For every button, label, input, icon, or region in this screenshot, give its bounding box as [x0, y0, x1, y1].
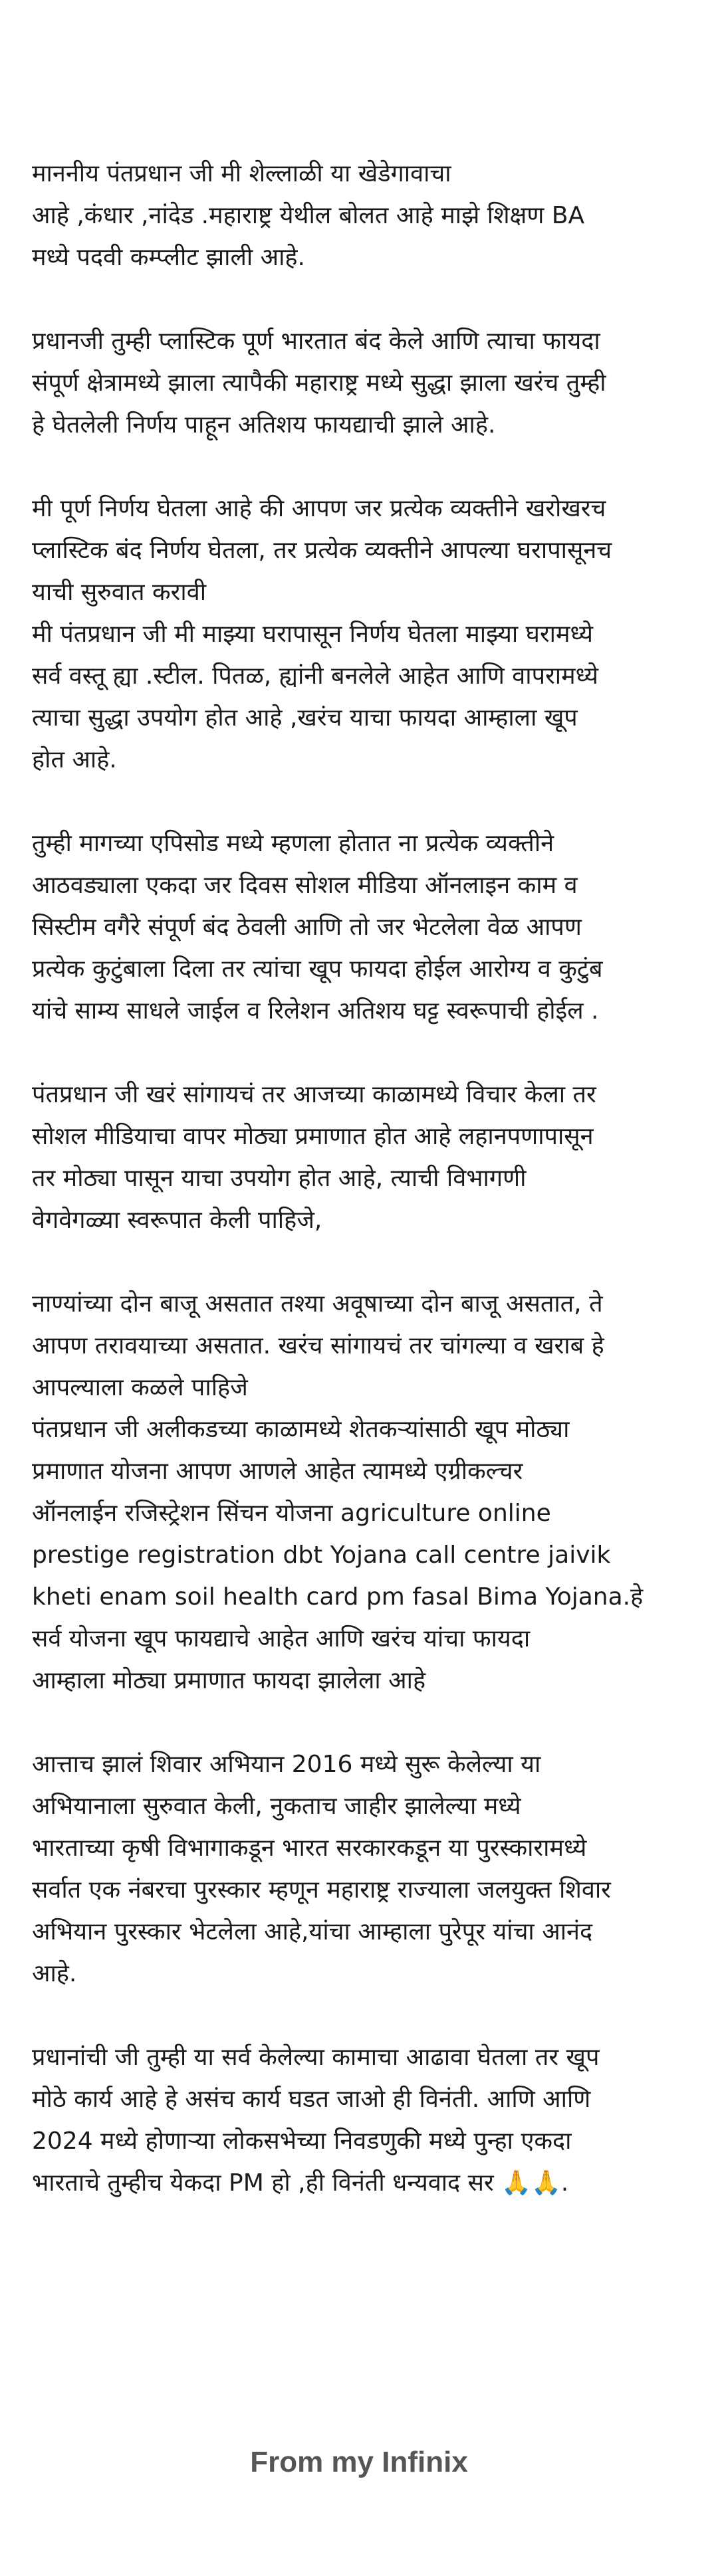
- text-line: kheti enam soil health card pm fasal Bima Yojana.हे: [32, 1583, 644, 1611]
- text-line: तुम्ही मागच्या एपिसोड मध्ये म्हणला होतात ना प्रत्येक व्यक्तीने: [32, 830, 554, 857]
- text-line: होत आहे.: [32, 746, 117, 773]
- paragraph: [32, 153, 690, 278]
- text-line: सर्व योजना खूप फायद्याचे आहेत आणि खरंच यांचा फायदा: [32, 1625, 531, 1652]
- text-line: 2024 मध्ये होणाऱ्या लोकसभेच्या निवडणुकी मध्ये पुन्हा एकदा: [32, 2128, 572, 2155]
- text-line: सर्व वस्तू ह्या .स्टील. पितळ, ह्यांनी बनलेले आहेत आणि वापरामध्ये: [32, 662, 599, 690]
- text-line: आपल्याला कळले पाहिजे: [32, 1374, 248, 1401]
- paragraph-gap: [32, 446, 690, 488]
- text-line: आहे ,कंधार ,नांदेड .महाराष्ट्र येथील बोलत आहे माझे शिक्षण BA: [32, 202, 585, 229]
- text-line: आत्ताच झालं शिवार अभियान 2016 मध्ये सुरू केलेल्या या: [32, 1751, 541, 1778]
- paragraph-gap: [32, 1241, 690, 1283]
- text-line: तर मोठ्या पासून याचा उपयोग होत आहे, त्याची विभागणी: [32, 1165, 527, 1192]
- text-line: प्रधानांची जी तुम्ही या सर्व केलेल्या कामाचा आढावा घेतला तर खूप: [32, 2044, 600, 2071]
- paragraph: [32, 2036, 690, 2204]
- footer-signature: From my Infinix: [250, 2446, 468, 2478]
- paragraph: [32, 823, 690, 1032]
- paragraph-gap: [32, 278, 690, 320]
- text-line: सिस्टीम वगैरे संपूर्ण बंद ठेवली आणि तो जर भेटलेला वेळ आपण: [32, 914, 582, 941]
- paragraph-gap: [32, 781, 690, 823]
- text-line: पंतप्रधान जी खरं सांगायचं तर आजच्या काळामध्ये विचार केला तर: [32, 1081, 596, 1108]
- text-line: सोशल मीडियाचा वापर मोठ्या प्रमाणात होत आहे लहानपणापासून: [32, 1123, 594, 1150]
- message-body: [32, 153, 690, 2204]
- text-line: भारताचे तुम्हीच येकदा PM हो ,ही विनंती धन्यवाद सर 🙏🙏.: [32, 2169, 569, 2197]
- text-line: संपूर्ण क्षेत्रामध्ये झाला त्यापैकी महाराष्ट्र मध्ये सुद्धा झाला खरंच तुम्ही: [32, 369, 606, 397]
- text-line: सर्वात एक नंबरचा पुरस्कार म्हणून महाराष्ट्र राज्याला जलयुक्त शिवार: [32, 1876, 611, 1904]
- paragraph-gap: [32, 1995, 690, 2036]
- paragraph: [32, 1074, 690, 1241]
- text-line: यांचे साम्य साधले जाईल व रिलेशन अतिशय घट्ट स्वरूपाची होईल .: [32, 997, 599, 1025]
- text-line: ऑनलाईन रजिस्ट्रेशन सिंचन योजना agriculture online: [32, 1500, 551, 1527]
- text-line: प्रमाणात योजना आपण आणले आहेत त्यामध्ये एग्रीकल्चर: [32, 1458, 523, 1485]
- text-line: मी पंतप्रधान जी मी माझ्या घरापासून निर्णय घेतला माझ्या घरामध्ये: [32, 621, 593, 648]
- text-line: मी पूर्ण निर्णय घेतला आहे की आपण जर प्रत्येक व्यक्तीने खरोखरच: [32, 495, 606, 522]
- text-line: अभियानाला सुरुवात केली, नुकताच जाहीर झालेल्या मध्ये: [32, 1793, 521, 1820]
- text-line: त्याचा सुद्धा उपयोग होत आहे ,खरंच याचा फायदा आम्हाला खूप: [32, 704, 578, 732]
- text-line: अभियान पुरस्कार भेटलेला आहे,यांचा आम्हाला पुरेपूर यांचा आनंद: [32, 1918, 593, 1945]
- text-line: याची सुरुवात करावी: [32, 579, 207, 606]
- text-line: मध्ये पदवी कम्प्लीट झाली आहे.: [32, 244, 305, 271]
- paragraph: [32, 1743, 690, 1995]
- text-line: prestige registration dbt Yojana call centre jaivik: [32, 1541, 611, 1569]
- paragraph: [32, 488, 690, 781]
- text-line: प्लास्टिक बंद निर्णय घेतला, तर प्रत्येक व्यक्तीने आपल्या घरापासूनच: [32, 537, 612, 564]
- text-line: हे घेतलेली निर्णय पाहून अतिशय फायद्याची झाले आहे.: [32, 411, 496, 439]
- paragraph-gap: [32, 1032, 690, 1074]
- text-line: प्रधानजी तुम्ही प्लास्टिक पूर्ण भारतात बंद केले आणि त्याचा फायदा: [32, 328, 600, 355]
- paragraph-gap: [32, 1702, 690, 1743]
- text-line: वेगवेगळ्या स्वरूपात केली पाहिजे,: [32, 1207, 322, 1234]
- text-line: मोठे कार्य आहे हे असंच कार्य घडत जाओ ही विनंती. आणि आणि: [32, 2086, 591, 2113]
- paragraph: [32, 1283, 690, 1702]
- text-line: आठवड्याला एकदा जर दिवस सोशल मीडिया ऑनलाइन काम व: [32, 872, 578, 899]
- text-line: भारताच्या कृषी विभागाकडून भारत सरकारकडून या पुरस्कारामध्ये: [32, 1834, 587, 1862]
- text-line: पंतप्रधान जी अलीकडच्या काळामध्ये शेतकऱ्यांसाठी खूप मोठ्या: [32, 1416, 570, 1443]
- text-line: आम्हाला मोठ्या प्रमाणात फायदा झालेला आहे: [32, 1667, 426, 1694]
- text-line: आपण तरावयाच्या असतात. खरंच सांगायचं तर चांगल्या व खराब हे: [32, 1332, 604, 1359]
- text-line: नाण्यांच्या दोन बाजू असतात तश्या अवूषाच्या दोन बाजू असतात, ते: [32, 1290, 603, 1318]
- text-line: माननीय पंतप्रधान जी मी शेल्लाळी या खेडेगावाचा: [32, 160, 451, 187]
- text-line: आहे.: [32, 1960, 77, 1987]
- text-line: प्रत्येक कुटुंबाला दिला तर त्यांचा खूप फायदा होईल आरोग्य व कुटुंब: [32, 955, 603, 983]
- paragraph: [32, 320, 690, 446]
